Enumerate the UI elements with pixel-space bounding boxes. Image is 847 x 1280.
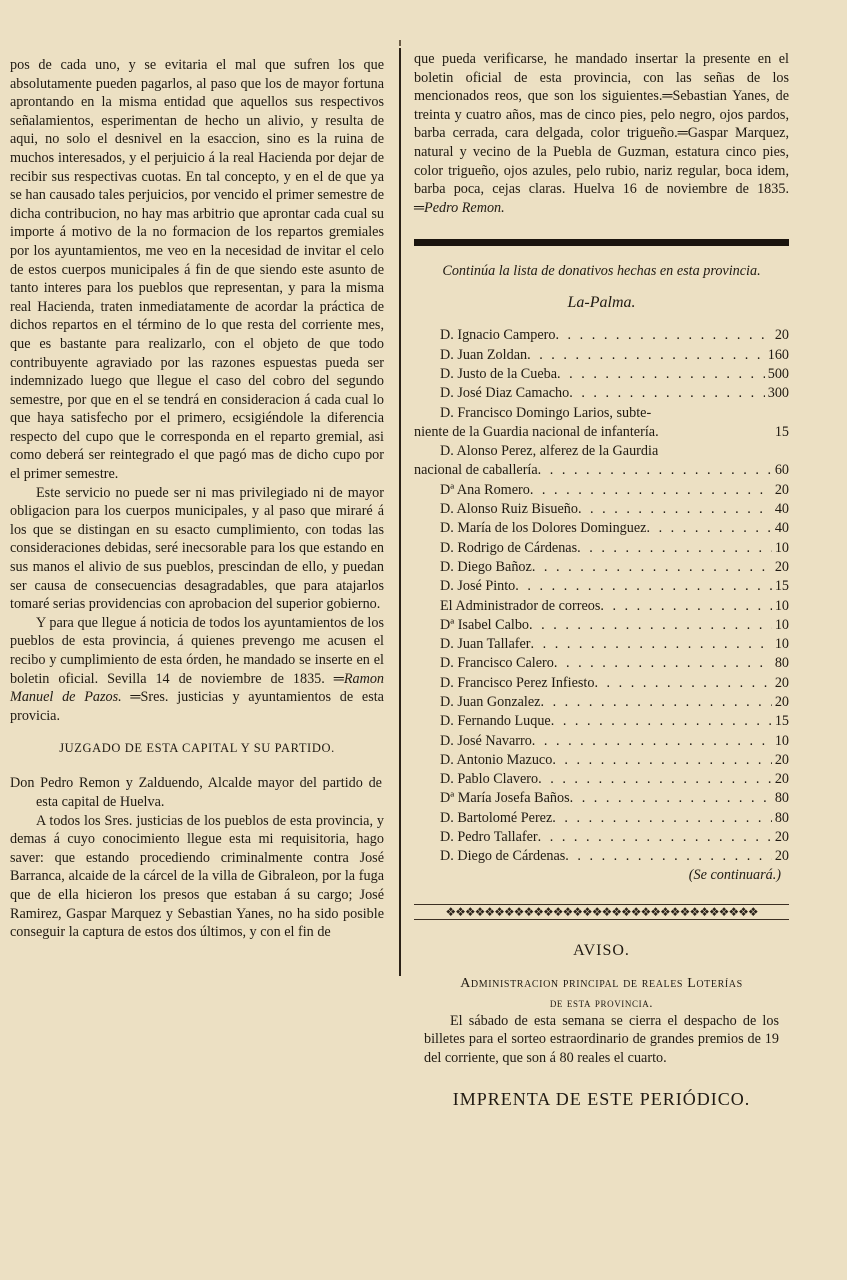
donor-row: [414, 828, 789, 847]
donor-name: D. Rodrigo de Cárdenas: [440, 539, 578, 556]
donor-amount: 20: [774, 829, 789, 846]
leader-dots: [529, 616, 772, 635]
aviso-paragraph: El sábado de esta semana se cierra el despacho de los billetes para el sorteo estraordinario de grandes premios de 19 del corriente, que son á 80 reales el cuarto.: [424, 1012, 779, 1066]
donor-amount: 15: [774, 713, 789, 730]
admin-heading-line1: Administracion principal de reales Loterías: [460, 975, 743, 991]
donations-list-title: Continúa la lista de donativos hechas en esta provincia.: [442, 263, 761, 280]
donor-row: [414, 481, 789, 500]
donor-perez-line1: D. Alonso Perez, alferez de la Gaurdia: [440, 443, 659, 460]
donor-list-a: [414, 326, 789, 403]
donor-name: D. José Pinto: [440, 578, 516, 595]
donor-row: [414, 558, 789, 577]
donor-amount: 10: [774, 597, 789, 614]
donor-amount: 10: [774, 616, 789, 633]
continuara-note: (Se continuará.): [688, 866, 781, 883]
donor-perez-line2: [414, 461, 789, 480]
leader-dots: [555, 326, 771, 345]
signature-remon: ═Pedro Remon.: [414, 199, 505, 216]
donor-name: D. José Diaz Camacho: [440, 385, 570, 402]
donor-name: D. José Navarro: [440, 732, 532, 749]
right-paragraph-1-body: que pueda verificarse, he mandado insertar la presente en el boletin oficial de esta provincia, con las señas de los mencionados reos, que son los siguientes.═Sebastian Yanes, de treinta y cuatro años, mas de cinco pies, pelo negro, ojos pardos, barba cerrada, cara delgada, color trigueño.═Gaspar Marquez, natural y vecino de la Puebla de Guzman, estatura cinco pies, color trigueño, ojos azules, pelo rubio, nariz regular, boca idem, barba poca, cejas claras. Huelva 16 de noviembre de 1835.: [414, 51, 789, 198]
donor-name: D. Ignacio Campero: [440, 327, 556, 344]
leader-dots: [565, 847, 772, 866]
leader-dots: [552, 751, 772, 770]
leader-dots: [532, 558, 772, 577]
leader-dots: [557, 365, 765, 384]
judge-heading: Don Pedro Remon y Zalduendo, Alcalde mayor del partido de esta capital de Huelva.: [10, 775, 382, 810]
left-paragraph-4: A todos los Sres. justicias de los pueblos de esta provincia, y demas á cuyo conocimiento llegue esta mi requisitoria, hago saver: que estando procediendo criminalmente contra José Barranca, alcaide de la cárcel de la villa de Gibraleon, por la fuga que de ella hicieron los presos que estaban á su cargo; José Ramirez, Gaspar Marquez y Sebastian Yanes, no ha sido posible conseguir la captura de estos dos últimos, y con el fin de: [10, 812, 384, 941]
donor-row: [414, 539, 789, 558]
donor-amount: 40: [774, 520, 789, 537]
donor-row: [414, 365, 789, 384]
donor-name: D. Pablo Clavero: [440, 771, 539, 788]
thick-rule: [414, 239, 789, 246]
donor-row: [414, 326, 789, 345]
donor-name: D. María de los Dolores Dominguez: [440, 520, 647, 537]
donor-row: [414, 346, 789, 365]
donor-larios-line1: D. Francisco Domingo Larios, subte-: [440, 404, 652, 421]
donor-amount: 80: [774, 809, 789, 826]
leader-dots: [540, 693, 771, 712]
donor-name: D. Diego de Cárdenas: [440, 848, 566, 865]
donor-name: Dª María Josefa Baños: [440, 790, 570, 807]
donor-entry-larios: [414, 404, 789, 443]
leader-dots: [570, 789, 772, 808]
donor-amount: 15: [774, 578, 789, 595]
donor-name: D. Antonio Mazuco: [440, 751, 553, 768]
donor-row: [414, 616, 789, 635]
ornamental-rule: ❖❖❖❖❖❖❖❖❖❖❖❖❖❖❖❖❖❖❖❖❖❖❖❖❖❖❖❖❖❖❖❖: [414, 904, 789, 920]
donor-row: [414, 500, 789, 519]
left-paragraph-3: [10, 614, 384, 726]
leader-dots: [578, 500, 772, 519]
right-paragraph-1: [414, 50, 789, 217]
donor-row: [414, 654, 789, 673]
leader-dots: [538, 828, 772, 847]
signature-pazos: ═Ramon Manuel de Pazos.: [10, 670, 385, 706]
donor-amount: 80: [774, 655, 789, 672]
donor-amount: 20: [774, 481, 789, 498]
left-paragraph-3-body: Y para que llegue á noticia de todos los ayuntamientos de los pueblos de esta provincia, á quienes prevengo me acusen el recibo y cumplimiento de esta órden, he mandado se inserte en el boletin oficial. Sevilla 14 de noviembre de 1835.: [10, 614, 384, 687]
donor-amount: 300: [767, 385, 789, 402]
donor-name: nacional de caballería: [414, 462, 538, 479]
leader-dots: [554, 654, 772, 673]
donor-row: [414, 732, 789, 751]
donor-amount: 10: [774, 732, 789, 749]
donor-name: D. Pedro Tallafer: [440, 829, 538, 846]
leader-dots: [530, 481, 772, 500]
donor-amount: 60: [774, 462, 789, 479]
leader-dots: [538, 461, 772, 480]
leader-dots: [538, 770, 772, 789]
donor-amount: 20: [774, 751, 789, 768]
section-title-juzgado: JUZGADO DE ESTA CAPITAL Y SU PARTIDO.: [59, 741, 335, 756]
left-paragraph-3-tail: ═Sres. justicias y ayuntamientos de esta provicia.: [10, 689, 384, 724]
donor-row: [414, 789, 789, 808]
donor-amount: 10: [774, 636, 789, 653]
town-heading: La-Palma.: [567, 294, 636, 312]
leader-dots: [577, 539, 772, 558]
donor-name: D. Juan Tallafer: [440, 636, 531, 653]
aviso-heading: AVISO.: [573, 941, 630, 959]
donor-row: [414, 770, 789, 789]
donor-name: D. Juan Zoldan: [440, 346, 528, 363]
donor-amount: 500: [767, 365, 789, 382]
donor-row: [414, 384, 789, 403]
donor-row: [414, 693, 789, 712]
donor-name: El Administrador de correos: [440, 597, 601, 614]
donor-amount: 20: [774, 693, 789, 710]
donor-amount: 20: [774, 327, 789, 344]
donor-name: D. Francisco Calero: [440, 655, 554, 672]
leader-dots: [527, 346, 765, 365]
leader-dots: [531, 635, 772, 654]
donor-name: Dª Isabel Calbo: [440, 616, 530, 633]
imprenta-footer: IMPRENTA DE ESTE PERIÓDICO.: [452, 1089, 751, 1110]
donor-name: D. Justo de la Cueba: [440, 365, 558, 382]
donor-name: niente de la Guardia nacional de infantería.: [414, 423, 659, 440]
donor-row: [414, 519, 789, 538]
donor-name: D. Bartolomé Perez: [440, 809, 553, 826]
donor-amount: 20: [774, 674, 789, 691]
donor-name: D. Alonso Ruiz Bisueño: [440, 501, 578, 518]
leader-dots: [532, 732, 772, 751]
donor-name: D. Fernando Luque: [440, 713, 551, 730]
donor-row: [414, 809, 789, 828]
leader-dots: [551, 712, 772, 731]
donor-row: [414, 751, 789, 770]
donor-amount: 20: [774, 771, 789, 788]
donor-entry-perez-alferez: [414, 442, 789, 481]
left-paragraph-2: Este servicio no puede ser ni mas privilegiado ni de mayor obligacion para los cuerpos municipales, y al paso que miraré á los que se distingan en su esacto cumplimiento, con todas las consideraciones debidas, seré inecsorable para los que estando en sus manos el alivio de sus pueblos, prescindan de ello, y puedan ser causa de consecuencias desagradables, que para atajarlos tomaré serias providencias con aprobacion del superior gobierno.: [10, 484, 384, 613]
leader-dots: [552, 809, 772, 828]
donor-row: [414, 712, 789, 731]
left-paragraph-1: pos de cada uno, y se evitaria el mal que sufren los que absolutamente pueden pagarlos, al paso que los de mayor fortuna aprontando en la misma entidad que aquellos sus respectivos señalamientos, esperimentan de hecho un alivio, y resulta de aqui, no solo el desnivel en la esaccion, sino es la ruina de muchos interesados, y el perjuicio á la real Hacienda por dejar de recibir sus respectivas cuotas. En tal concepto, y en el de que ya se han causado tales perjuicios, por vencido el primer semestre de dicha contribucion, no hay mas arbitrio que aprontar cada cual su importe á motivo de la no formacion de los repartos gremiales por los ayuntamientos, me veo en la necesidad de invitar el celo de estos cuerpos municipales á fin de que siendo este asunto de tanto interes para los pueblos que representan, y para la misma real Hacienda, traten inmediatamente de acordar la práctica de dichos repartos en el término de lo que resta del corriente mes, que es bastante para realizarlo, con el objeto de que todo contribuyente agraviado por las razones espuestas pueda ser indemnizado luego que llegue el caso del cobro del segundo semestre, por que en el se tendrá en consideracion á cada cual lo que haya satisfecho por el primero, ecsigiéndole la diferencia respecto del cupo que le corresponda en el reparto gremial, asi como deberá ser reintegrado el que pagó mas de dicho cupo por el primer semestre.: [10, 57, 384, 483]
donor-row: [414, 847, 789, 866]
donor-amount: 10: [774, 539, 789, 556]
leader-dots: [594, 674, 771, 693]
donor-row: [414, 674, 789, 693]
admin-heading-line2: de esta provincia.: [549, 994, 654, 1010]
donor-name: D. Francisco Perez Infiesto: [440, 674, 595, 691]
leader-dots: [515, 577, 772, 596]
leader-dots: [600, 597, 771, 616]
donor-larios-line2: [414, 423, 789, 442]
left-column: [10, 0, 384, 942]
donor-row: [414, 597, 789, 616]
donor-list-b: [414, 481, 789, 867]
donor-amount: 20: [774, 848, 789, 865]
donor-name: Dª Ana Romero: [440, 481, 530, 498]
donor-name: D. Juan Gonzalez: [440, 693, 541, 710]
donor-amount: 160: [767, 346, 789, 363]
column-divider: [399, 48, 401, 976]
right-column: [414, 0, 789, 1110]
donor-amount: 20: [774, 558, 789, 575]
leader-dots: [646, 519, 771, 538]
donor-name: D. Diego Bañoz: [440, 558, 532, 575]
donor-row: [414, 577, 789, 596]
donor-amount: 80: [774, 790, 789, 807]
column-divider-top: [399, 40, 401, 46]
donor-amount: 15: [774, 423, 789, 440]
donor-amount: 40: [774, 501, 789, 518]
leader-dots: [569, 384, 764, 403]
donor-row: [414, 635, 789, 654]
